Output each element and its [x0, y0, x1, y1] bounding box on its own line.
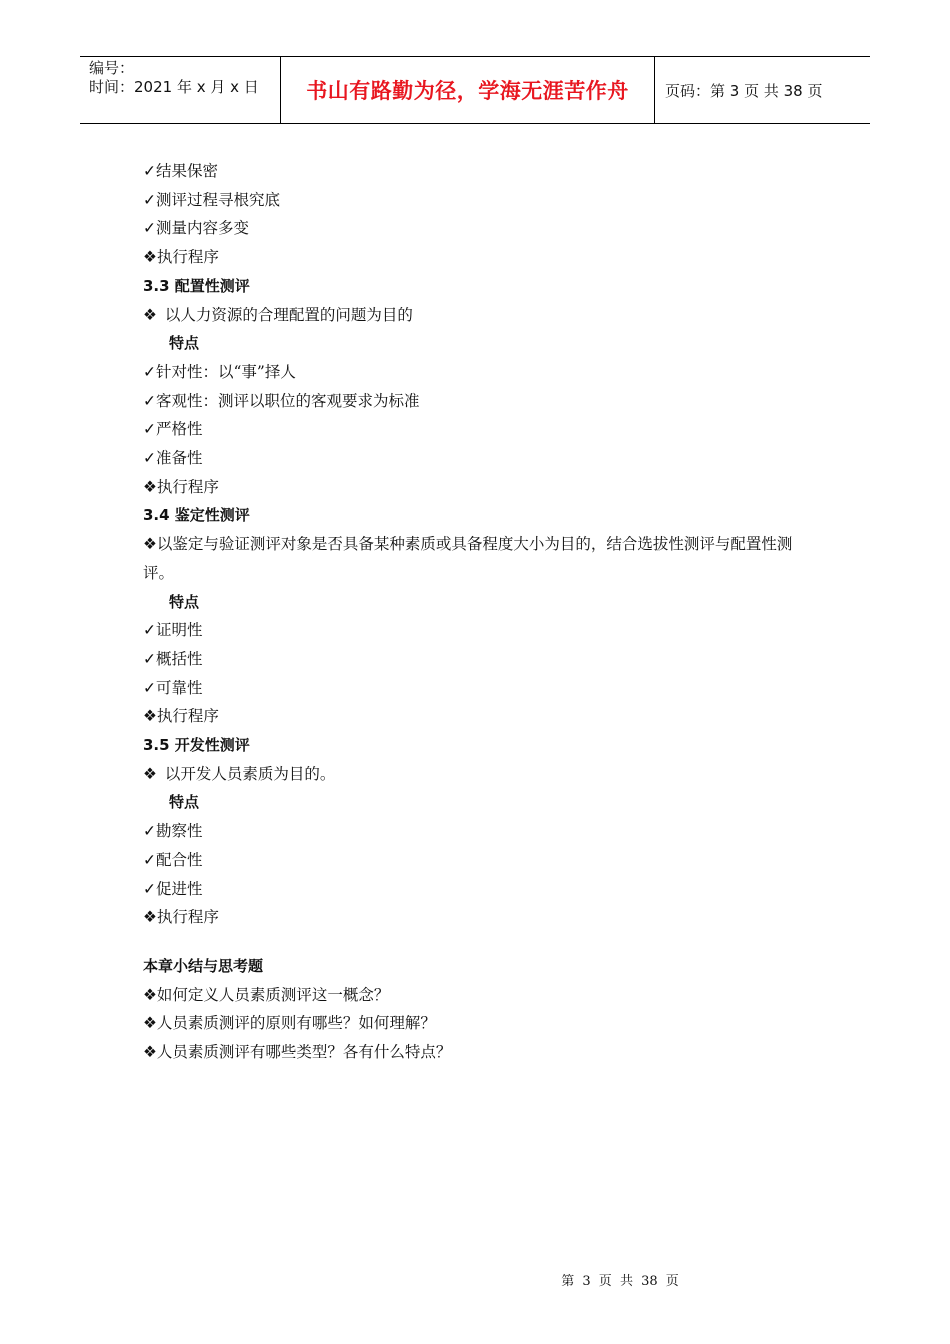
- checkmark-icon: ✓: [143, 822, 156, 841]
- list-item-text: 以鉴定与验证测评对象是否具备某种素质或具备程度大小为目的，结合选拔性测评与配置性测评。: [143, 535, 793, 582]
- list-item: [143, 981, 823, 1010]
- footer-di: 第: [561, 1274, 575, 1289]
- section-heading: 3.5 开发性测评: [143, 736, 250, 755]
- document-body: [143, 157, 823, 1067]
- list-item-text: 测评过程寻根究底: [156, 190, 281, 209]
- list-item: [143, 301, 823, 330]
- diamond-bullet-icon: ❖: [143, 477, 157, 496]
- list-item-text: 促进性: [156, 879, 203, 898]
- number-label: 编号：: [89, 59, 135, 77]
- list-item: [143, 530, 823, 587]
- footer-ye: 页: [598, 1274, 612, 1289]
- subheading: 特点: [169, 793, 200, 812]
- list-item: [143, 846, 823, 875]
- header-meta: [80, 57, 281, 123]
- list-item: [143, 645, 823, 674]
- list-item: [143, 1038, 823, 1067]
- list-item: [143, 875, 823, 904]
- checkmark-icon: ✓: [143, 879, 156, 898]
- diamond-bullet-icon: ❖: [143, 764, 157, 783]
- list-item: [143, 817, 823, 846]
- checkmark-icon: ✓: [143, 162, 156, 180]
- list-item-text: 证明性: [156, 621, 203, 640]
- section-heading: 3.3 配置性测评: [143, 276, 250, 295]
- list-item: [143, 415, 823, 444]
- list-item-text: 以人力资源的合理配置的问题为目的: [164, 305, 413, 324]
- checkmark-icon: ✓: [143, 649, 156, 668]
- footer-ye2: 页: [665, 1274, 679, 1289]
- list-item-text: 勘察性: [156, 822, 203, 841]
- subheading: 特点: [169, 592, 200, 611]
- list-item-text: 执行程序: [156, 477, 219, 496]
- list-item-text: 客观性：测评以职位的客观要求为标准: [156, 391, 420, 410]
- list-item: [143, 387, 823, 416]
- checkmark-icon: ✓: [143, 678, 156, 697]
- diamond-bullet-icon: ❖: [143, 908, 157, 927]
- list-item: [143, 674, 823, 703]
- page-footer: [0, 1270, 950, 1289]
- list-item: [143, 1009, 823, 1038]
- section-heading: 本章小结与思考题: [143, 956, 264, 975]
- checkmark-icon: ✓: [143, 391, 156, 410]
- list-item-text: 可靠性: [156, 678, 203, 697]
- header-motto-cell: [281, 57, 655, 123]
- list-item: [143, 473, 823, 502]
- subheading: 特点: [169, 334, 200, 353]
- page-header: [80, 56, 870, 124]
- list-item: [143, 157, 823, 186]
- list-item-text: 结果保密: [156, 162, 219, 180]
- list-item-text: 人员素质测评有哪些类型？各有什么特点？: [156, 1043, 452, 1062]
- checkmark-icon: ✓: [143, 219, 156, 238]
- list-item-text: 执行程序: [156, 248, 219, 267]
- list-item: [143, 243, 823, 272]
- list-item: [143, 616, 823, 645]
- page-info: 页码：第 3 页 共 38 页: [665, 81, 823, 100]
- diamond-bullet-icon: ❖: [143, 248, 157, 267]
- list-item: [143, 760, 823, 789]
- list-item-text: 针对性：以“事”择人: [156, 362, 296, 381]
- list-item: [143, 214, 823, 243]
- section-heading: 3.4 鉴定性测评: [143, 506, 250, 525]
- checkmark-icon: ✓: [143, 449, 156, 468]
- list-item: [143, 903, 823, 932]
- list-item-text: 执行程序: [156, 707, 219, 726]
- footer-gong: 共: [619, 1274, 633, 1289]
- list-item-text: 以开发人员素质为目的。: [164, 764, 336, 783]
- checkmark-icon: ✓: [143, 621, 156, 640]
- diamond-bullet-icon: ❖: [143, 707, 157, 726]
- list-item-text: 如何定义人员素质测评这一概念？: [156, 985, 390, 1004]
- header-page-info: [655, 57, 870, 123]
- list-item-text: 配合性: [156, 850, 203, 869]
- footer-page-number: 3: [582, 1274, 591, 1289]
- list-item: [143, 444, 823, 473]
- checkmark-icon: ✓: [143, 362, 156, 381]
- checkmark-icon: ✓: [143, 190, 156, 209]
- checkmark-icon: ✓: [143, 420, 156, 439]
- diamond-bullet-icon: ❖: [143, 535, 157, 554]
- list-item: [143, 702, 823, 731]
- checkmark-icon: ✓: [143, 850, 156, 869]
- motto: 书山有路勤为径，学海无涯苦作舟: [306, 79, 629, 103]
- list-item-text: 准备性: [156, 449, 203, 468]
- time-line: 时间：2021 年 x 月 x 日: [89, 78, 259, 96]
- diamond-bullet-icon: ❖: [143, 985, 157, 1004]
- footer-total: 38: [641, 1274, 658, 1289]
- list-item: [143, 358, 823, 387]
- list-item-text: 人员素质测评的原则有哪些？如何理解？: [156, 1014, 436, 1033]
- diamond-bullet-icon: ❖: [143, 305, 157, 324]
- list-item-text: 严格性: [156, 420, 203, 439]
- list-item-text: 测量内容多变: [156, 219, 250, 238]
- section-gap: [143, 932, 823, 952]
- diamond-bullet-icon: ❖: [143, 1043, 157, 1062]
- list-item-text: 概括性: [156, 649, 203, 668]
- list-item-text: 执行程序: [156, 908, 219, 927]
- diamond-bullet-icon: ❖: [143, 1014, 157, 1033]
- list-item: [143, 186, 823, 215]
